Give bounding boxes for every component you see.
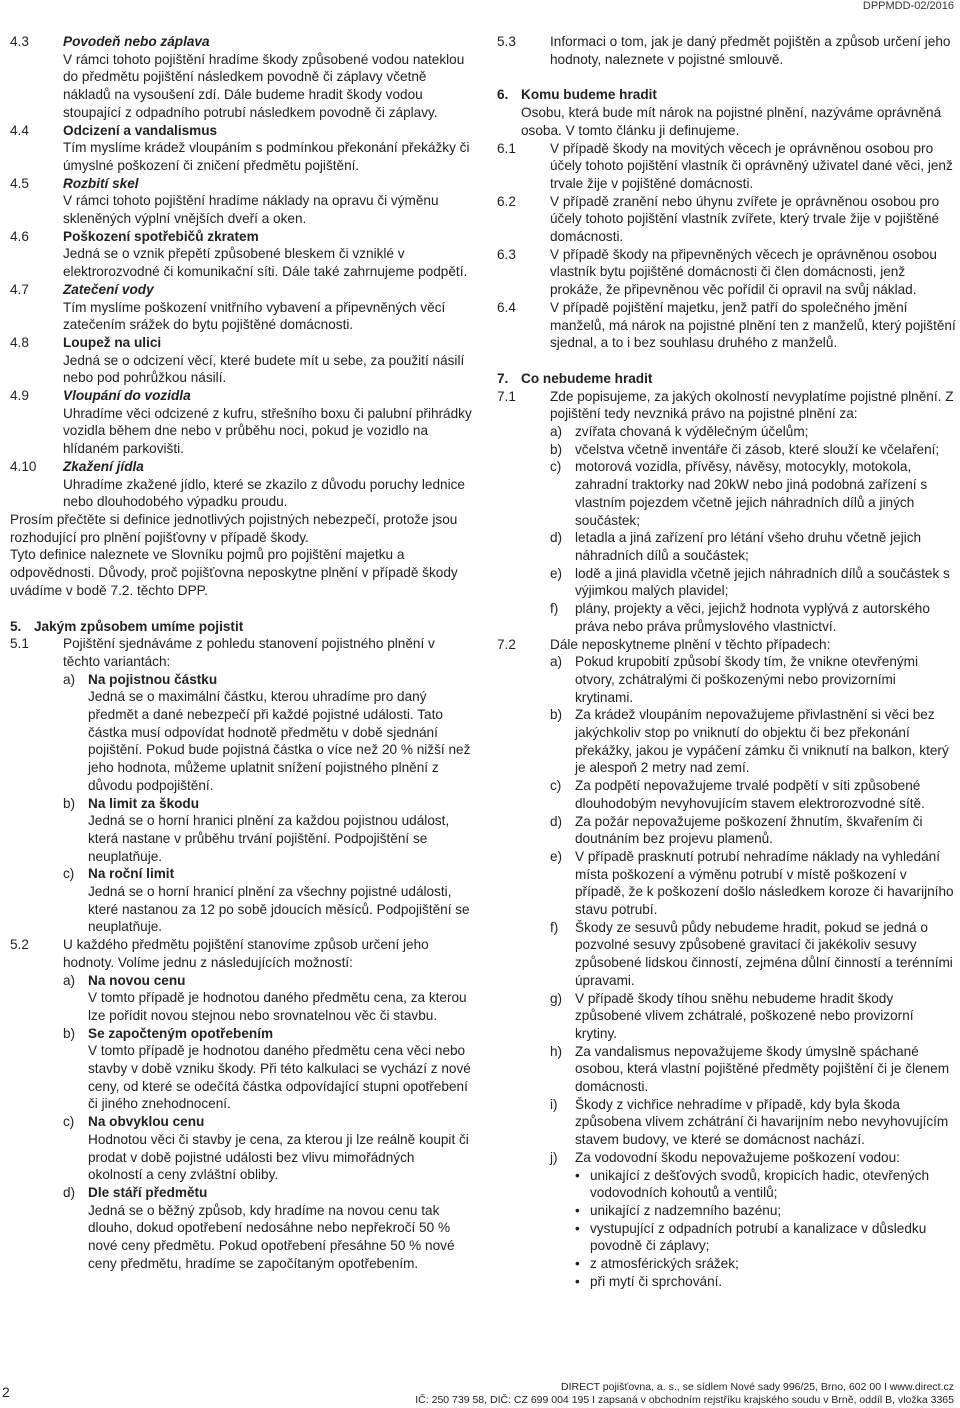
right-column — [497, 33, 956, 1291]
exclusion-item — [550, 441, 956, 459]
item-text: zvířata chovaná k výdělečným účelům; — [575, 424, 809, 440]
option-title: Na roční limit — [88, 866, 175, 882]
bullet-item — [575, 1255, 956, 1273]
case-item — [550, 848, 956, 919]
section-title: Rozbití skel — [63, 175, 139, 191]
item-text: Za krádež vloupáním nepovažujeme přivlastnění si věci bez jakýchkoliv stop po vniknutí do objektu či bez překonání překážky, jakou je vypáčení zámku či vniknutí na balkon, který je alespoň 2 metry nad zemí. — [575, 707, 949, 776]
paragraph-dictionary: Tyto definice naleznete ve Slovníku pojmů pro pojištění majetku a odpovědnosti. Důvody, proč pojišťovna neposkytne plnění v případě škody uvádíme v bodě 7.2. těchto DPP. — [10, 547, 458, 598]
cases-list — [497, 653, 956, 1166]
heading-number: 6. — [497, 87, 509, 103]
section-5-2 — [10, 936, 472, 971]
section-text: Jedná se o odcizení věcí, které budete mít u sebe, za použití násilí nebo pod pohrůžkou násilí. — [63, 352, 465, 386]
option-label: b) — [63, 795, 76, 811]
section-text: Uhradíme zkažené jídlo, které se zkazilo z důvodu poruchy lednice nebo dlouhodobého výpadku proudu. — [63, 476, 465, 510]
option-text: Jedná se o horní hranici plnění za každou pojistnou událost, která nastane v průběhu trvání pojištění. Podpojištění se neuplatňuje. — [88, 813, 450, 864]
option-label: d) — [63, 1185, 76, 1200]
value-option-a — [63, 972, 472, 1025]
bullet-icon: • — [575, 1273, 580, 1289]
item-text: motorová vozidla, přívěsy, návěsy, motocykly, motokola, zahradní traktorky nad 20kW nebo jiná podobná zařízení s vlastním pojezdem včetně jejich náhradních dílů a jiných součástek; — [575, 459, 928, 528]
paragraph-definitions: Prosím přečtěte si definice jednotlivých pojistných nebezpečí, protože jsou rozhodující pro plnění pojišťovny v případě škody. — [10, 511, 458, 545]
bullet-item — [575, 1167, 956, 1202]
exclusion-item — [550, 600, 956, 635]
case-item — [550, 1149, 956, 1167]
section-number: 5.3 — [497, 34, 516, 49]
value-option-d — [63, 1184, 472, 1273]
heading-6-intro: Osobu, která bude mít nárok na pojistné plnění, nazýváme oprávněná osoba. V tomto článku ji definujeme. — [521, 105, 942, 138]
item-label: e) — [550, 848, 563, 864]
section-text: Jedná se o vznik přepětí způsobené bleskem či vzniklé v elektrorozvodné či komunikační síti. Dále také zahrnujeme podpětí. — [63, 246, 468, 280]
bullet-item — [575, 1220, 956, 1255]
option-text: Jedná se o horní hranicí plnění za všechny pojistné události, které nastanou za 12 po sobě jdoucích měsíců. Podpojištění se neuplatňuje. — [88, 884, 470, 935]
case-item — [550, 919, 956, 990]
section-number: 4.7 — [10, 281, 29, 297]
option-label: a) — [63, 972, 76, 988]
item-text: Za vodovodní škodu nepovažujeme poškození vodou: — [575, 1149, 900, 1165]
option-text: V tomto případě je hodnotou daného předmětu cena věci nebo stavby v době vzniku škody. Při této kalkulaci se vychází z nové ceny, od které se odečítá částka odpovídající stupni opotřebení či jiného znehodnocení. — [88, 1043, 471, 1112]
item-label: j) — [550, 1149, 558, 1165]
section-7-2 — [497, 636, 956, 654]
bullet-icon: • — [575, 1220, 580, 1236]
section-title: Loupež na ulici — [63, 334, 162, 350]
section-number: 4.10 — [10, 458, 37, 474]
item-label: a) — [550, 654, 563, 670]
case-item — [550, 1043, 956, 1096]
section-number: 4.8 — [10, 334, 29, 350]
section-4-9 — [10, 387, 472, 458]
item-label: b) — [550, 441, 563, 457]
section-number: 4.5 — [10, 175, 29, 191]
item-label: d) — [550, 530, 563, 546]
section-title: Zkažení jídla — [63, 458, 144, 474]
footer-registration: IČ: 250 739 58, DIČ: CZ 699 004 195 I zapsaná v obchodním rejstříku krajského soudu v Brně, oddíl B, vložka 3365 — [415, 1394, 954, 1406]
exclusion-item — [550, 529, 956, 564]
case-item — [550, 653, 956, 706]
item-text: letadla a jiná zařízení pro létání všeho druhu včetně jejich náhradních dílů a součástek; — [575, 530, 922, 563]
option-title: Se započteným opotřebením — [88, 1025, 274, 1041]
exclusions-list — [497, 423, 956, 635]
item-text: Za vandalismus nepovažujeme škody úmyslně spáchané osobou, která vlastní pojištěné předměty pojištění či je členem domácnosti. — [575, 1043, 950, 1095]
case-item — [550, 990, 956, 1043]
exclusion-item — [550, 458, 956, 529]
item-label: e) — [550, 565, 563, 581]
bullet-text: unikající z nadzemního bazénu; — [590, 1203, 782, 1218]
option-title: Na limit za škodu — [88, 795, 200, 811]
section-text: U každého předmětu pojištění stanovíme způsob určení jeho hodnoty. Volíme jednu z následujících možností: — [63, 937, 429, 970]
option-title: Na obvyklou cenu — [88, 1114, 205, 1130]
heading-7 — [497, 370, 956, 388]
section-number: 6.3 — [497, 246, 516, 262]
item-text: včelstva včetně inventáře či zásob, které slouží ke včelaření; — [575, 441, 940, 457]
section-4-6 — [10, 228, 472, 281]
section-text: V případě zranění nebo úhynu zvířete je oprávněnou osobou pro účely tohoto pojištění vlastník zvířete, který trvale žije v pojištěné domácnosti. — [550, 193, 940, 245]
item-label: b) — [550, 707, 563, 723]
exclusion-item — [550, 565, 956, 600]
item-label: f) — [550, 919, 559, 935]
option-c — [63, 865, 472, 936]
item-text: Za podpětí nepovažujeme trvalé podpětí v síti způsobené dlouhodobým nevyhovujícím stavem elektrorozvodné sítě. — [575, 778, 925, 811]
bullet-icon: • — [575, 1203, 580, 1218]
section-text: V případě škody na movitých věcech je oprávněnou osobou pro účely tohoto pojištění vlastník či oprávněný uživatel dané věci, jenž trvale žije v pojištěné domácnosti. — [550, 140, 953, 191]
section-text: Uhradíme věci odcizené z kufru, střešního boxu či palubní přihrádky vozidla během dne nebo v průběhu noci, pokud je vozidlo na hlídaném parkovišti. — [63, 405, 472, 457]
item-label: a) — [550, 424, 563, 440]
option-text: Hodnotou věci či stavby je cena, za kterou ji lze reálně koupit či prodat v době pojistné události bez vlivu mimořádných okolností a ceny zvláštní obliby. — [88, 1131, 469, 1183]
option-text: Jedná se o maximální částku, kterou uhradíme pro daný předmět a dané nebezpečí při každé pojistné události. Tato částka musí odpovídat hodnotě předmětu v době sjednání pojištění. Pokud bude pojistná částka o více než 20 % nižší než jeho hodnota, můžeme uplatnit snížení pojistného plnění z důvodu podpojištění. — [88, 689, 471, 793]
option-text: V tomto případě je hodnotou daného předmětu cena, za kterou lze pořídit novou stejnou nebo srovnatelnou věc či stavbu. — [88, 990, 467, 1023]
item-text: V případě prasknutí potrubí nehradíme náklady na vyhledání místa poškození a výměnu potrubí v místě poškození v případě, že k poškození došlo následkem koroze či havarijního stavu potrubí. — [575, 848, 954, 918]
section-6-2 — [497, 193, 956, 246]
item-text: plány, projekty a věci, jejichž hodnota vyplývá z autorského práva nebo práva průmyslového vlastnictví. — [575, 601, 930, 634]
section-4-5 — [10, 175, 472, 228]
item-label: h) — [550, 1043, 563, 1059]
option-text: Jedná se o běžný způsob, kdy hradíme na novou cenu tak dlouho, dokud opotřebení nedosáhne nebo nepřekročí 50 % nové ceny předmětu. Pokud opotřebení přesáhne 50 % nové ceny předmětu, hradíme se započítaným opotřebením. — [88, 1202, 455, 1271]
section-4-3 — [10, 33, 472, 122]
section-7-1 — [497, 388, 956, 423]
section-title: Povodeň nebo záplava — [63, 34, 210, 49]
section-text: Dále neposkytneme plnění v těchto případech: — [550, 636, 831, 652]
section-6-3 — [497, 246, 956, 299]
section-6-1 — [497, 140, 956, 193]
bullet-item — [575, 1202, 956, 1220]
section-4-4 — [10, 122, 472, 175]
footer-company: DIRECT pojišťovna, a. s., se sídlem Nové sady 996/25, Brno, 602 00 I www.direct.cz — [560, 1381, 954, 1393]
section-number: 5.1 — [10, 636, 29, 652]
item-text: V případě škody tíhou sněhu nebudeme hradit škody způsobené vlivem zchátralé, poškozené nebo provizorní krytiny. — [575, 990, 914, 1041]
section-6-4 — [497, 299, 956, 352]
section-text: Informaci o tom, jak je daný předmět pojištěn a způsob určení jeho hodnoty, naleznete v pojistné smlouvě. — [550, 34, 951, 67]
item-label: i) — [550, 1096, 558, 1112]
document-code: DPPMDD-02/2016 — [862, 0, 954, 12]
heading-5 — [10, 618, 472, 636]
section-text: V případě škody na připevněných věcech je oprávněnou osobou vlastník bytu pojištěné domácnosti či člen domácnosti, jenž prokáže, že připevněnou věc pořídil či opravil na svůj náklad. — [550, 246, 937, 298]
section-number: 4.6 — [10, 228, 29, 244]
bullet-text: vystupující z odpadních potrubí a kanalizace v důsledku povodně či záplavy; — [590, 1220, 927, 1254]
heading-number: 7. — [497, 370, 509, 386]
item-label: g) — [550, 990, 563, 1006]
heading-title: Co nebudeme hradit — [521, 370, 653, 386]
option-title: Dle stáří předmětu — [88, 1185, 208, 1200]
section-text: V případě pojištění majetku, jenž patří do společného jmění manželů, má nárok na pojistné plnění ten z manželů, který pojištění sjednal, a to i bez souhlasu druhého z manželů. — [550, 299, 956, 351]
section-number: 4.3 — [10, 34, 29, 49]
section-text: Tím myslíme krádež vloupáním s podmínkou překonání překážky či úmyslné poškození či zničení předmětu pojištění. — [63, 140, 470, 173]
heading-title: Komu budeme hradit — [521, 87, 657, 103]
section-number: 5.2 — [10, 937, 29, 953]
page-number: 2 — [2, 1384, 10, 1400]
section-text: Tím myslíme poškození vnitřního vybavení a připevněných věcí zatečením srážek do bytu pojištěné domácnosti. — [63, 299, 446, 333]
section-title: Zatečení vody — [63, 281, 154, 297]
section-number: 4.9 — [10, 388, 29, 404]
heading-6 — [497, 86, 956, 104]
item-text: Škody ze sesuvů půdy nebudeme hradit, pokud se jedná o pozvolné sesuvy způsobené gravitací či jakékoliv sesuvy způsobené lidskou činností, zejména důlní činností a terénními úpravami. — [575, 919, 953, 988]
bullet-item — [575, 1273, 956, 1291]
left-column — [10, 33, 472, 1273]
section-title: Vloupání do vozidla — [63, 388, 191, 404]
item-text: lodě a jiná plavidla včetně jejich náhradních dílů a součástek s výjimkou malých plavidel; — [575, 565, 950, 599]
case-item — [550, 706, 956, 777]
section-text: V rámci tohoto pojištění hradíme náklady na opravu či výměnu skleněných výplní vnějších dveří a oken. — [63, 193, 439, 227]
section-5-3 — [497, 33, 956, 68]
option-title: Na novou cenu — [88, 972, 186, 988]
section-number: 6.2 — [497, 193, 516, 209]
heading-title: Jakým způsobem umíme pojistit — [34, 618, 244, 634]
item-label: c) — [550, 459, 562, 475]
option-b — [63, 795, 472, 866]
case-item — [550, 813, 956, 848]
section-number: 6.4 — [497, 299, 516, 315]
section-4-8 — [10, 334, 472, 387]
case-item — [550, 1096, 956, 1149]
section-5-1 — [10, 635, 472, 670]
option-a — [63, 671, 472, 795]
bullet-icon: • — [575, 1256, 580, 1272]
value-option-b — [63, 1025, 472, 1114]
option-label: c) — [63, 866, 75, 882]
section-4-10 — [10, 458, 472, 511]
section-number: 6.1 — [497, 140, 516, 156]
case-item — [550, 777, 956, 812]
section-title: Poškození spotřebičů zkratem — [63, 228, 259, 244]
item-text: Pokud krupobití způsobí škody tím, že vnikne otevřenými otvory, zchátralými či poškozenými nebo provizorními krytinami. — [575, 654, 919, 705]
item-label: d) — [550, 813, 563, 829]
bullet-text: unikající z dešťových svodů, kropicích hadic, otevřených vodovodních kohoutů a ventilů; — [590, 1167, 930, 1201]
section-number: 7.2 — [497, 636, 516, 652]
heading-number: 5. — [10, 618, 22, 634]
section-text: Zde popisujeme, za jakých okolností nevyplatíme pojistné plnění. Z pojištění tedy nevzniká právo na pojistné plnění za: — [550, 388, 954, 422]
option-label: c) — [63, 1114, 75, 1130]
item-label: c) — [550, 778, 562, 794]
section-text: V rámci tohoto pojištění hradíme škody způsobené vodou nateklou do předmětu pojištění následkem povodně či záplavy včetně nákladů na vysoušení zdí. Dále budeme hradit škody vodou stoupající z odpadního potrubí následkem povodně či záplavy. — [63, 51, 465, 120]
option-label: b) — [63, 1025, 76, 1041]
bullet-list — [497, 1167, 956, 1291]
option-label: a) — [63, 671, 76, 687]
item-label: f) — [550, 601, 559, 617]
section-number: 4.4 — [10, 122, 29, 138]
bullet-text: při mytí či sprchování. — [590, 1273, 723, 1289]
item-text: Škody z vichřice nehradíme v případě, kdy byla škoda způsobena vlivem zchátrání či havarijním nebo nevyhovujícím stavem budovy, ve které se domácnost nachází. — [575, 1096, 949, 1148]
bullet-text: z atmosférických srážek; — [590, 1256, 739, 1272]
bullet-icon: • — [575, 1167, 580, 1183]
exclusion-item — [550, 423, 956, 441]
section-title: Odcizení a vandalismus — [63, 122, 218, 138]
option-title: Na pojistnou částku — [88, 671, 218, 687]
section-4-7 — [10, 281, 472, 334]
value-option-c — [63, 1113, 472, 1184]
section-number: 7.1 — [497, 388, 516, 404]
item-text: Za požár nepovažujeme poškození žhnutím, škvařením či doutnáním bez projevu plamenů. — [575, 813, 923, 847]
section-text: Pojištění sjednáváme z pohledu stanovení pojistného plnění v těchto variantách: — [63, 636, 435, 669]
